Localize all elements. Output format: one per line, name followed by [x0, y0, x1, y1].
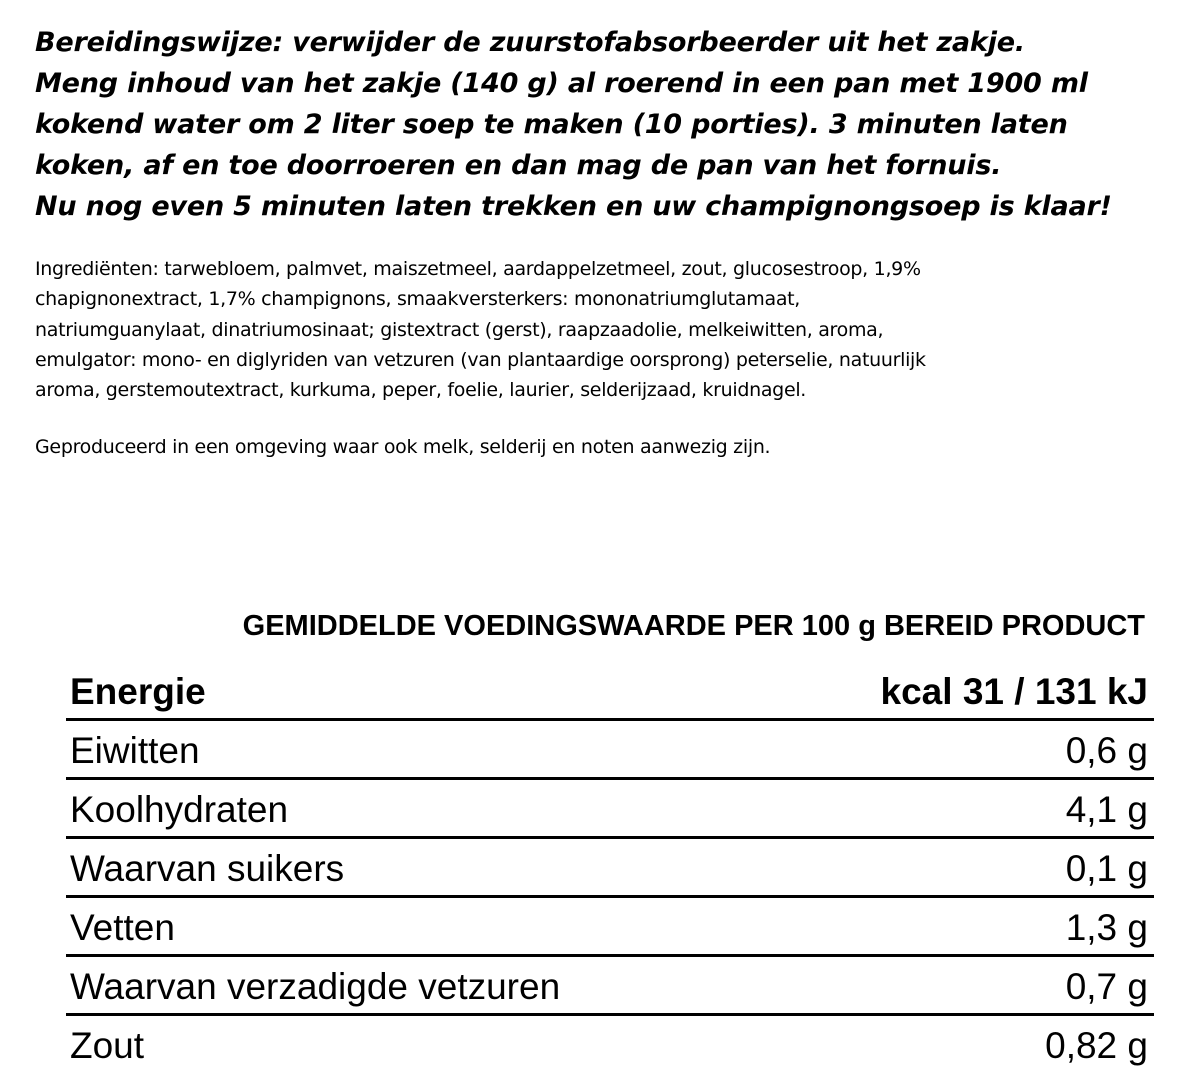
ingredients-list — [35, 254, 1175, 405]
nutrition-label: Koolhydraten — [70, 789, 289, 830]
nutrition-label: Energie — [70, 671, 206, 712]
ingredients-line: aroma, gerstemoutextract, kurkuma, peper, foelie, laurier, selderijzaad, kruidnagel. — [35, 379, 807, 402]
preparation-instructions — [35, 22, 1200, 227]
nutrition-value: 4,1 g — [1065, 789, 1148, 830]
ingredients-line: natriumguanylaat, dinatriumosinaat; gistextract (gerst), raapzaadolie, melkeiwitten, aroma, — [35, 318, 884, 341]
nutrition-table — [66, 662, 1154, 1072]
nutrition-row-fat — [66, 898, 1154, 957]
nutrition-table-title: GEMIDDELDE VOEDINGSWAARDE PER 100 g BEREID PRODUCT — [242, 610, 1145, 642]
nutrition-row-salt — [66, 1016, 1154, 1072]
allergen-note: Geproduceerd in een omgeving waar ook melk, selderij en noten aanwezig zijn. — [35, 436, 771, 458]
nutrition-label: Vetten — [70, 907, 175, 948]
nutrition-value: 0,6 g — [1065, 730, 1148, 771]
nutrition-row-sugars — [66, 839, 1154, 898]
nutrition-row-carbohydrates — [66, 780, 1154, 839]
preparation-line: koken, af en toe doorroeren en dan mag de pan van het fornuis. — [35, 150, 1002, 181]
ingredients-line: Ingrediënten: tarwebloem, palmvet, maiszetmeel, aardappelzetmeel, zout, glucosestroop, 1,9% — [35, 258, 921, 280]
ingredients-line: chapignonextract, 1,7% champignons, smaakversterkers: mononatriumglutamaat, — [35, 288, 801, 311]
nutrition-value: 0,7 g — [1065, 966, 1148, 1007]
preparation-line: Bereidingswijze: verwijder de zuurstofabsorbeerder uit het zakje. — [35, 27, 1025, 58]
nutrition-value: 0,1 g — [1065, 848, 1148, 889]
nutrition-row-saturated-fat — [66, 957, 1154, 1016]
nutrition-row-energy — [66, 662, 1154, 721]
nutrition-label: Waarvan suikers — [70, 848, 345, 889]
nutrition-value: kcal 31 / 131 kJ — [880, 671, 1148, 712]
ingredients-line: emulgator: mono- en diglyriden van vetzuren (van plantaardige oorsprong) peterselie, natuurlijk — [35, 348, 926, 371]
preparation-line: Nu nog even 5 minuten laten trekken en uw champignongsoep is klaar! — [35, 191, 1112, 222]
nutrition-label: Eiwitten — [70, 730, 200, 771]
preparation-line: kokend water om 2 liter soep te maken (10 porties). 3 minuten laten — [35, 109, 1068, 140]
preparation-line: Meng inhoud van het zakje (140 g) al roerend in een pan met 1900 ml — [35, 68, 1088, 99]
nutrition-value: 1,3 g — [1065, 907, 1148, 948]
nutrition-row-protein — [66, 721, 1154, 780]
nutrition-label: Zout — [70, 1025, 145, 1066]
nutrition-label: Waarvan verzadigde vetzuren — [70, 966, 561, 1007]
nutrition-value: 0,82 g — [1045, 1025, 1148, 1066]
